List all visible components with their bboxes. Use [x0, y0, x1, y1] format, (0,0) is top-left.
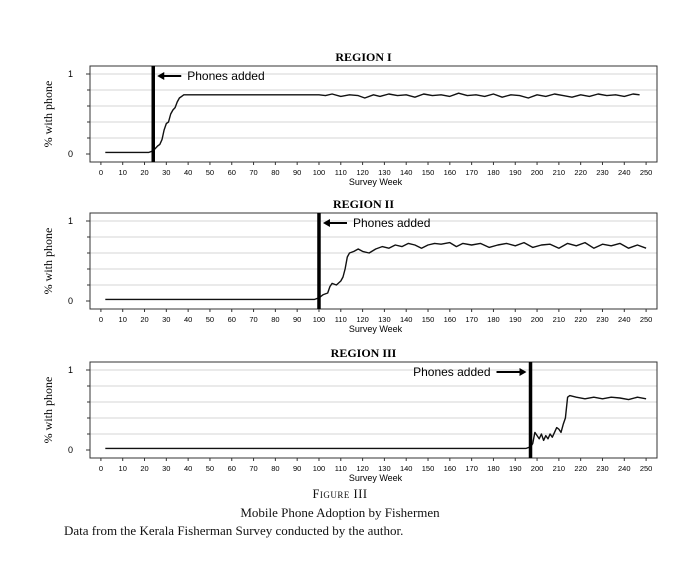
x-tick-label-1-170: 170	[465, 168, 478, 177]
x-tick-label-1-150: 150	[421, 168, 435, 177]
x-tick-label-3-190: 190	[508, 464, 522, 473]
x-tick-label-3-120: 120	[356, 464, 369, 473]
x-tick-label-3-160: 160	[443, 464, 457, 473]
x-tick-label-3-0: 0	[98, 464, 103, 473]
x-tick-label-1-160: 160	[443, 168, 457, 177]
y-tick-label-3-1: 1	[67, 365, 73, 375]
x-tick-label-3-50: 50	[205, 464, 215, 473]
chart-title-2: REGION II	[332, 197, 395, 211]
chart-title-1: REGION I	[335, 50, 392, 64]
x-tick-label-1-190: 190	[508, 168, 522, 177]
plot-frame-1	[90, 66, 657, 162]
x-tick-label-3-220: 220	[574, 464, 587, 473]
x-tick-label-1-100: 100	[312, 168, 326, 177]
x-tick-label-3-200: 200	[530, 464, 544, 473]
x-tick-label-2-70: 70	[249, 315, 258, 324]
x-tick-label-1-60: 60	[227, 168, 236, 177]
x-tick-label-3-230: 230	[596, 464, 609, 473]
phones-added-arrowhead-1	[157, 72, 164, 80]
x-tick-label-1-20: 20	[140, 168, 149, 177]
x-tick-label-2-240: 240	[618, 315, 631, 324]
x-tick-label-3-110: 110	[334, 464, 347, 473]
phones-added-label-3: Phones added	[413, 365, 491, 379]
x-tick-label-3-40: 40	[183, 464, 193, 473]
x-tick-label-2-140: 140	[399, 315, 413, 324]
x-tick-label-1-200: 200	[530, 168, 544, 177]
x-tick-label-1-30: 30	[162, 168, 171, 177]
series-line-2	[105, 243, 646, 300]
x-tick-label-1-50: 50	[205, 168, 215, 177]
y-axis-label-2: % with phone	[41, 227, 55, 295]
y-tick-label-2-1: 1	[67, 216, 73, 226]
caption-source: Data from the Kerala Fisherman Survey conducted by the author.	[64, 523, 404, 538]
phones-added-arrowhead-2	[323, 219, 330, 227]
phones-added-label-2: Phones added	[352, 216, 431, 230]
x-tick-label-1-70: 70	[249, 168, 258, 177]
y-tick-label-3-0: 0	[67, 445, 73, 455]
x-tick-label-2-90: 90	[293, 315, 302, 324]
x-tick-label-2-40: 40	[183, 315, 193, 324]
x-tick-label-2-50: 50	[205, 315, 215, 324]
x-axis-label-3: Survey Week	[348, 473, 403, 483]
x-tick-label-3-90: 90	[293, 464, 302, 473]
x-tick-label-1-130: 130	[378, 168, 391, 177]
x-tick-label-1-210: 210	[552, 168, 566, 177]
x-tick-label-3-240: 240	[618, 464, 631, 473]
x-tick-label-2-210: 210	[552, 315, 566, 324]
x-tick-label-2-60: 60	[227, 315, 236, 324]
phones-added-arrowhead-3	[520, 368, 527, 376]
x-tick-label-2-120: 120	[356, 315, 369, 324]
x-tick-label-3-60: 60	[227, 464, 236, 473]
x-tick-label-1-120: 120	[356, 168, 369, 177]
x-tick-label-3-10: 10	[118, 464, 127, 473]
x-tick-label-2-200: 200	[530, 315, 544, 324]
x-tick-label-1-40: 40	[183, 168, 193, 177]
x-tick-label-1-80: 80	[271, 168, 280, 177]
x-tick-label-3-70: 70	[249, 464, 258, 473]
x-tick-label-3-80: 80	[271, 464, 280, 473]
x-tick-label-2-150: 150	[421, 315, 435, 324]
x-tick-label-1-10: 10	[118, 168, 127, 177]
x-tick-label-2-80: 80	[271, 315, 280, 324]
x-tick-label-2-110: 110	[334, 315, 347, 324]
x-tick-label-1-180: 180	[487, 168, 500, 177]
x-tick-label-2-100: 100	[312, 315, 326, 324]
x-axis-label-2: Survey Week	[348, 324, 403, 334]
x-tick-label-3-250: 250	[639, 464, 653, 473]
y-axis-label-1: % with phone	[41, 80, 55, 148]
x-tick-label-3-170: 170	[465, 464, 478, 473]
series-line-3	[105, 396, 646, 449]
x-tick-label-1-240: 240	[618, 168, 631, 177]
caption-title: Mobile Phone Adoption by Fishermen	[240, 505, 440, 520]
x-tick-label-1-140: 140	[399, 168, 413, 177]
x-tick-label-3-30: 30	[162, 464, 171, 473]
chart-title-3: REGION III	[330, 346, 397, 360]
plot-frame-3	[90, 362, 657, 458]
y-axis-label-3: % with phone	[41, 376, 55, 444]
x-tick-label-1-250: 250	[639, 168, 653, 177]
y-tick-label-1-0: 0	[67, 149, 73, 159]
x-tick-label-2-10: 10	[118, 315, 127, 324]
x-tick-label-2-20: 20	[140, 315, 149, 324]
x-axis-label-1: Survey Week	[348, 177, 403, 187]
x-tick-label-3-180: 180	[487, 464, 500, 473]
x-tick-label-2-30: 30	[162, 315, 171, 324]
x-tick-label-3-130: 130	[378, 464, 391, 473]
series-line-1	[105, 93, 639, 152]
x-tick-label-1-220: 220	[574, 168, 587, 177]
x-tick-label-2-130: 130	[378, 315, 391, 324]
x-tick-label-2-180: 180	[487, 315, 500, 324]
x-tick-label-1-0: 0	[98, 168, 103, 177]
x-tick-label-2-230: 230	[596, 315, 609, 324]
x-tick-label-2-170: 170	[465, 315, 478, 324]
x-tick-label-3-100: 100	[312, 464, 326, 473]
y-tick-label-1-1: 1	[67, 69, 73, 79]
x-tick-label-3-210: 210	[552, 464, 566, 473]
x-tick-label-2-160: 160	[443, 315, 457, 324]
x-tick-label-2-0: 0	[98, 315, 103, 324]
x-tick-label-3-20: 20	[140, 464, 149, 473]
x-tick-label-2-250: 250	[639, 315, 653, 324]
x-tick-label-3-140: 140	[399, 464, 413, 473]
x-tick-label-1-230: 230	[596, 168, 609, 177]
figure-label: Figure III	[312, 487, 368, 501]
x-tick-label-3-150: 150	[421, 464, 435, 473]
y-tick-label-2-0: 0	[67, 296, 73, 306]
x-tick-label-2-190: 190	[508, 315, 522, 324]
x-tick-label-1-90: 90	[293, 168, 302, 177]
x-tick-label-1-110: 110	[334, 168, 347, 177]
phones-added-label-1: Phones added	[187, 69, 265, 83]
x-tick-label-2-220: 220	[574, 315, 587, 324]
